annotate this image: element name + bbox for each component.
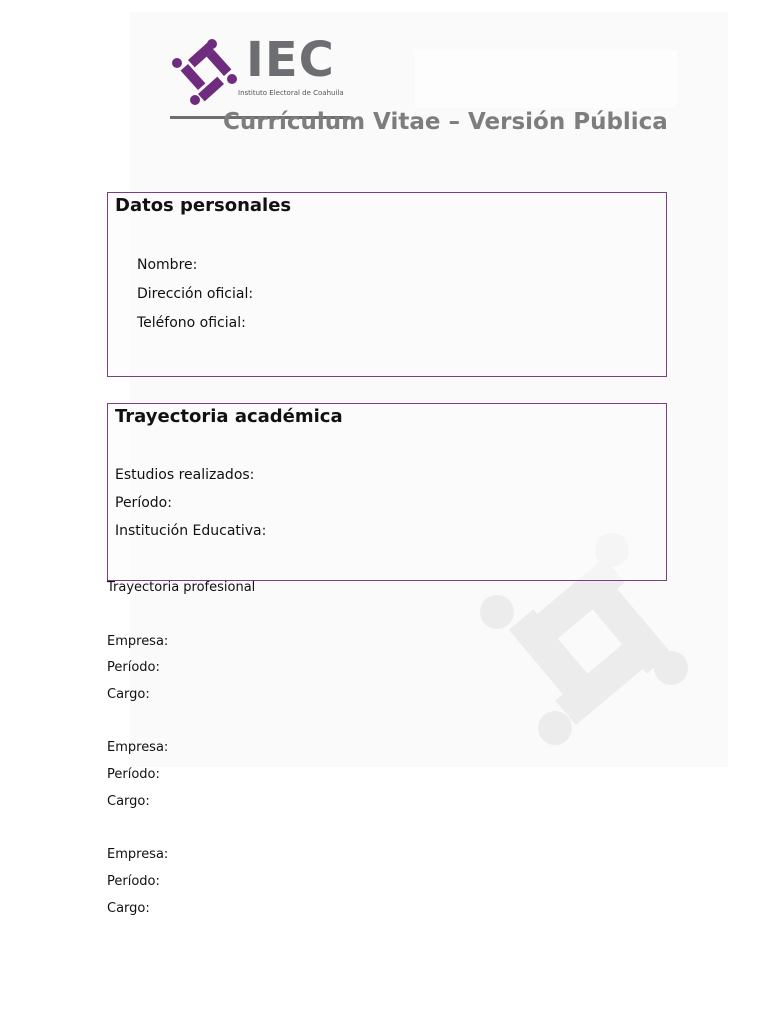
personal-data-section (107, 192, 667, 377)
official-address-label: Dirección oficial: (137, 286, 254, 302)
period-label: Período: (107, 660, 160, 675)
personal-data-heading: Datos personales (115, 195, 292, 216)
academic-section (107, 403, 667, 581)
official-phone-label: Teléfono oficial: (137, 315, 246, 331)
studies-label: Estudios realizados: (115, 467, 255, 483)
company-label: Empresa: (107, 847, 169, 862)
institution-label: Institución Educativa: (115, 523, 267, 539)
professional-heading: Trayectoria profesional (107, 580, 256, 595)
academic-period-label: Período: (115, 495, 172, 511)
logo-subtitle: Instituto Electoral de Coahuila (238, 89, 344, 97)
document-title: Currículum Vitae – Versión Pública (223, 109, 668, 135)
company-label: Empresa: (107, 634, 169, 649)
period-label: Período: (107, 767, 160, 782)
header-blank-box (415, 50, 677, 108)
role-label: Cargo: (107, 687, 150, 702)
logo-wordmark: IEC (246, 32, 335, 88)
name-label: Nombre: (137, 257, 198, 273)
period-label: Período: (107, 874, 160, 889)
role-label: Cargo: (107, 794, 150, 809)
academic-heading: Trayectoria académica (115, 406, 343, 427)
role-label: Cargo: (107, 901, 150, 916)
company-label: Empresa: (107, 740, 169, 755)
